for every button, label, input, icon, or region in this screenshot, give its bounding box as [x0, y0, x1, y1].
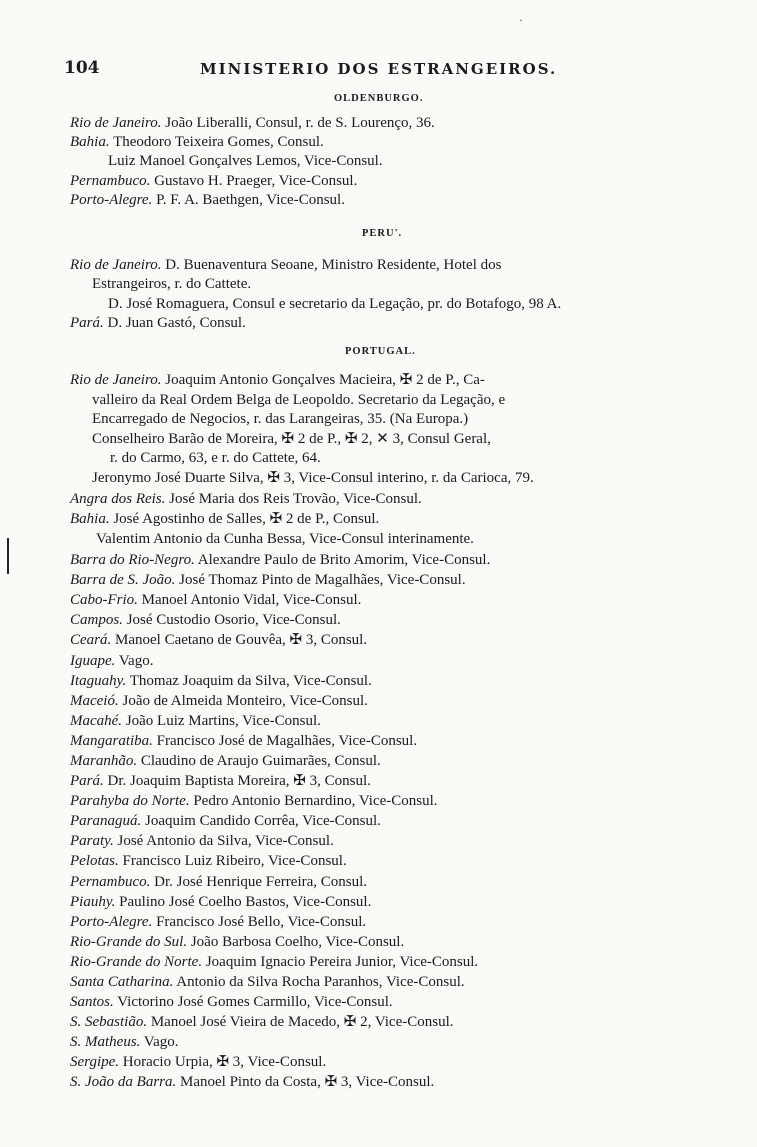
print-speck: ˙ — [518, 18, 524, 32]
entry-line: D. José Romaguera, Consul e secretario da Legação, pr. do Botafogo, 98 A. — [108, 296, 562, 312]
entry-line: Santa Catharina. Antonio da Silva Rocha Paranhos, Vice-Consul. — [70, 974, 465, 990]
entry-line: Rio de Janeiro. Joaquim Antonio Gonçalves Macieira, ✠ 2 de P., Ca- — [70, 372, 485, 388]
entry-line: Maranhão. Claudino de Araujo Guimarães, Consul. — [70, 753, 381, 769]
entry-line: Rio de Janeiro. João Liberalli, Consul, r. de S. Lourenço, 36. — [70, 115, 435, 131]
entry-line: Piauhy. Paulino José Coelho Bastos, Vice-Consul. — [70, 894, 372, 910]
entry-line: Rio-Grande do Sul. João Barbosa Coelho, Vice-Consul. — [70, 934, 405, 950]
entry-line: Valentim Antonio da Cunha Bessa, Vice-Consul interinamente. — [96, 531, 474, 547]
entry-line: Barra de S. João. José Thomaz Pinto de Magalhães, Vice-Consul. — [70, 572, 466, 588]
entry-line: Barra do Rio-Negro. Alexandre Paulo de Brito Amorim, Vice-Consul. — [70, 552, 491, 568]
entry-line: Pará. Dr. Joaquim Baptista Moreira, ✠ 3, Consul. — [70, 773, 371, 789]
page-number: 104 — [64, 58, 100, 78]
entry-line: Pernambuco. Dr. José Henrique Ferreira, Consul. — [70, 874, 368, 890]
margin-mark — [7, 538, 9, 574]
entry-line: S. Matheus. Vago. — [70, 1034, 179, 1050]
entry-line: Paraty. José Antonio da Silva, Vice-Consul. — [70, 833, 334, 849]
entry-line: Jeronymo José Duarte Silva, ✠ 3, Vice-Consul interino, r. da Carioca, 79. — [92, 470, 534, 486]
entry-line: Maceió. João de Almeida Monteiro, Vice-Consul. — [70, 693, 368, 709]
entry-line: Itaguahy. Thomaz Joaquim da Silva, Vice-Consul. — [70, 673, 372, 689]
entry-line: Rio-Grande do Norte. Joaquim Ignacio Pereira Junior, Vice-Consul. — [70, 954, 479, 970]
entry-line: Cabo-Frio. Manoel Antonio Vidal, Vice-Consul. — [70, 592, 362, 608]
entry-line: valleiro da Real Ordem Belga de Leopoldo. Secretario da Legação, e — [92, 392, 506, 408]
entry-line: Conselheiro Barão de Moreira, ✠ 2 de P., ✠ 2, ✕ 3, Consul Geral, — [92, 431, 491, 447]
entry-line: r. do Carmo, 63, e r. do Cattete, 64. — [110, 450, 321, 466]
entry-line: Rio de Janeiro. D. Buenaventura Seoane, Ministro Residente, Hotel dos — [70, 257, 502, 273]
entry-line: Encarregado de Negocios, r. das Larangeiras, 35. (Na Europa.) — [92, 411, 469, 427]
section-title-portugal: PORTUGAL. — [345, 346, 416, 357]
entry-line: Parahyba do Norte. Pedro Antonio Bernardino, Vice-Consul. — [70, 793, 438, 809]
entry-line: Angra dos Reis. José Maria dos Reis Trovão, Vice-Consul. — [70, 491, 422, 507]
entry-line: Pará. D. Juan Gastó, Consul. — [70, 315, 246, 331]
entry-line: Bahia. José Agostinho de Salles, ✠ 2 de P., Consul. — [70, 511, 380, 527]
entry-line: Estrangeiros, r. do Cattete. — [92, 276, 252, 292]
page-header — [60, 58, 720, 82]
entry-line: Pelotas. Francisco Luiz Ribeiro, Vice-Consul. — [70, 853, 347, 869]
entry-line: Porto-Alegre. P. F. A. Baethgen, Vice-Consul. — [70, 192, 345, 208]
entry-line: S. Sebastião. Manoel José Vieira de Macedo, ✠ 2, Vice-Consul. — [70, 1014, 454, 1030]
entry-line: Santos. Victorino José Gomes Carmillo, Vice-Consul. — [70, 994, 393, 1010]
entry-line: Sergipe. Horacio Urpia, ✠ 3, Vice-Consul. — [70, 1054, 327, 1070]
entry-line: Mangaratiba. Francisco José de Magalhães, Vice-Consul. — [70, 733, 418, 749]
running-title: MINISTERIO DOS ESTRANGEIROS. — [200, 60, 558, 78]
entry-line: Macahé. João Luiz Martins, Vice-Consul. — [70, 713, 321, 729]
entry-line: Luiz Manoel Gonçalves Lemos, Vice-Consul. — [108, 153, 383, 169]
entry-line: Ceará. Manoel Caetano de Gouvêa, ✠ 3, Consul. — [70, 632, 368, 648]
section-title-peru: PERU'. — [362, 228, 403, 239]
entry-line: Porto-Alegre. Francisco José Bello, Vice-Consul. — [70, 914, 367, 930]
section-title-oldenburgo: OLDENBURGO. — [334, 93, 424, 104]
entry-line: Iguape. Vago. — [70, 653, 154, 669]
entry-line: Campos. José Custodio Osorio, Vice-Consul. — [70, 612, 341, 628]
entry-line: Pernambuco. Gustavo H. Praeger, Vice-Consul. — [70, 173, 358, 189]
entry-line: S. João da Barra. Manoel Pinto da Costa, ✠ 3, Vice-Consul. — [70, 1074, 435, 1090]
entry-line: Bahia. Theodoro Teixeira Gomes, Consul. — [70, 134, 324, 150]
entry-line: Paranaguá. Joaquim Candido Corrêa, Vice-Consul. — [70, 813, 381, 829]
